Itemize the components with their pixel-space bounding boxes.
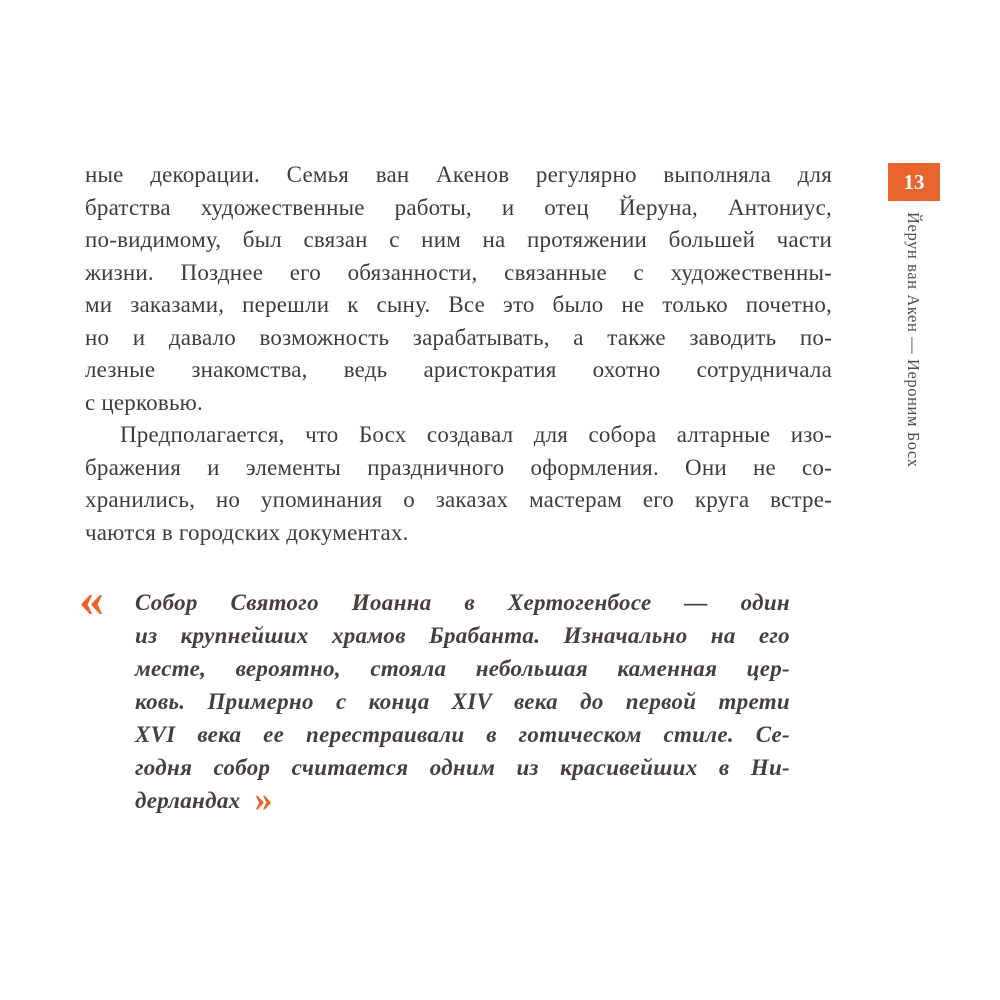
text-line: лезные знакомства, ведь аристократия охотно сотрудничала (85, 357, 832, 382)
quote-text (135, 586, 790, 817)
quote-line: Собор Святого Иоанна в Хертогенбосе — один (135, 590, 790, 615)
running-title: Йерун ван Акен — Иероним Босх (904, 212, 923, 468)
body-paragraphs (85, 159, 832, 549)
quote-line: годня собор считается одним из красивейших в Ни- (135, 755, 790, 780)
main-text-column (79, 159, 832, 819)
quote-line: XVI века ее перестраивали в готическом стиле. Се- (135, 722, 790, 747)
page-number-badge: 13 (888, 163, 940, 201)
text-line: жизни. Позднее его обязанности, связанные с художественны- (85, 259, 832, 285)
text-line: ные декорации. Семья ван Акенов регулярно выполняла для (85, 162, 832, 187)
text-line: Предполагается, что Босх создавал для собора алтарные изо- (120, 422, 832, 447)
text-line: но и давало возможность зарабатывать, а также заводить по- (85, 324, 832, 350)
open-quote-icon: « (79, 571, 104, 627)
quote-line: ковь. Примерно с конца XIV века до первой трети (135, 689, 790, 714)
text-line: с церковью. (85, 389, 203, 415)
text-line: хранились, но упоминания о заказах мастерам его круга встре- (85, 487, 832, 512)
quote-line: месте, вероятно, стояла небольшая каменная цер- (135, 656, 790, 681)
quote-line: дерландах » (135, 779, 273, 819)
text-line: бражения и элементы праздничного оформления. Они не со- (85, 454, 832, 480)
pull-quote (79, 571, 790, 819)
quote-line: из крупнейших храмов Брабанта. Изначально на его (135, 623, 790, 648)
text-line: братства художественные работы, и отец Йеруна, Антониус, (85, 194, 832, 220)
text-line: ми заказами, перешли к сыну. Все это было не только почетно, (85, 292, 832, 317)
text-line: чаются в городских документах. (85, 519, 409, 545)
text-line: по-видимому, был связан с ним на протяжении большей части (85, 227, 832, 252)
close-quote-icon: » (254, 779, 273, 819)
